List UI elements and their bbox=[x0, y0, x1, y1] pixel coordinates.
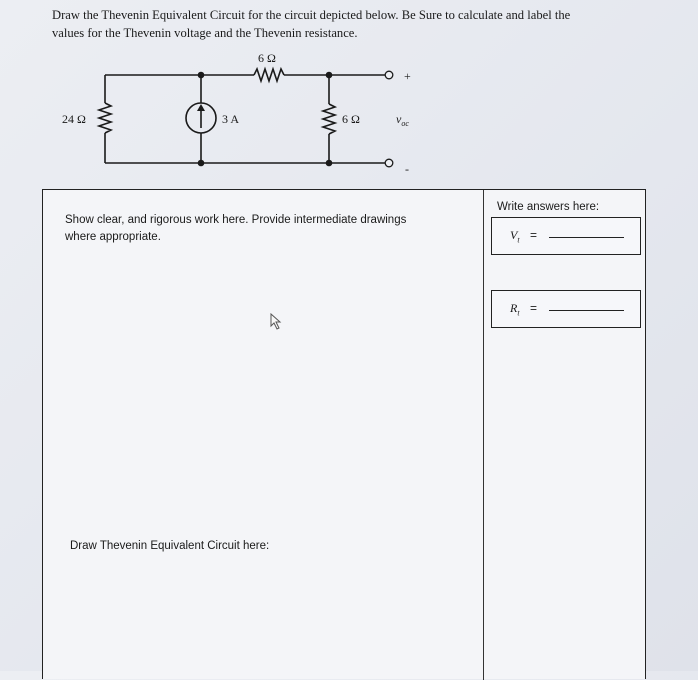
label-voc-sub: oc bbox=[401, 119, 409, 128]
vt-sub: t bbox=[517, 235, 520, 245]
label-r-shunt: 6 Ω bbox=[342, 112, 360, 126]
draw-equivalent-label: Draw Thevenin Equivalent Circuit here: bbox=[70, 540, 270, 552]
resistor-left bbox=[99, 103, 111, 133]
vt-equals: = bbox=[530, 228, 538, 242]
resistor-shunt bbox=[323, 104, 335, 134]
rt-equals: = bbox=[530, 301, 538, 315]
label-r-left: 24 Ω bbox=[62, 112, 86, 126]
node-top-shunt bbox=[326, 72, 333, 79]
node-bottom-shunt bbox=[326, 160, 333, 167]
rt-answer-field[interactable] bbox=[491, 290, 641, 328]
mouse-pointer-icon bbox=[270, 313, 284, 331]
terminal-negative bbox=[385, 159, 393, 167]
problem-line-1: Draw the Thevenin Equivalent Circuit for the circuit depicted below. Be Sure to calculate and label the bbox=[52, 8, 571, 22]
terminal-positive bbox=[385, 71, 393, 79]
label-voc bbox=[396, 112, 409, 128]
vt-label bbox=[510, 228, 520, 244]
problem-line-2: values for the Thevenin voltage and the Thevenin resistance. bbox=[52, 26, 358, 40]
work-divider bbox=[483, 190, 484, 680]
rt-var: R bbox=[510, 301, 518, 315]
work-instructions: Show clear, and rigorous work here. Provide intermediate drawings where appropriate. bbox=[65, 214, 407, 243]
node-bottom-source bbox=[198, 160, 205, 167]
work-area[interactable] bbox=[42, 189, 646, 679]
answers-title: Write answers here: bbox=[497, 201, 600, 213]
resistor-series bbox=[254, 69, 284, 81]
label-voc-var: v bbox=[396, 112, 402, 126]
rt-blank-line bbox=[549, 310, 624, 311]
vt-answer-field[interactable] bbox=[491, 217, 641, 255]
rt-sub: t bbox=[517, 308, 520, 318]
rt-label bbox=[510, 301, 520, 317]
label-plus: + bbox=[404, 69, 411, 83]
label-source: 3 A bbox=[222, 112, 240, 126]
source-arrow-head bbox=[197, 104, 205, 111]
label-minus: - bbox=[405, 162, 409, 176]
label-r-series: 6 Ω bbox=[258, 51, 276, 65]
node-top-source bbox=[198, 72, 205, 79]
vt-var: V bbox=[510, 228, 518, 242]
vt-blank-line bbox=[549, 237, 624, 238]
